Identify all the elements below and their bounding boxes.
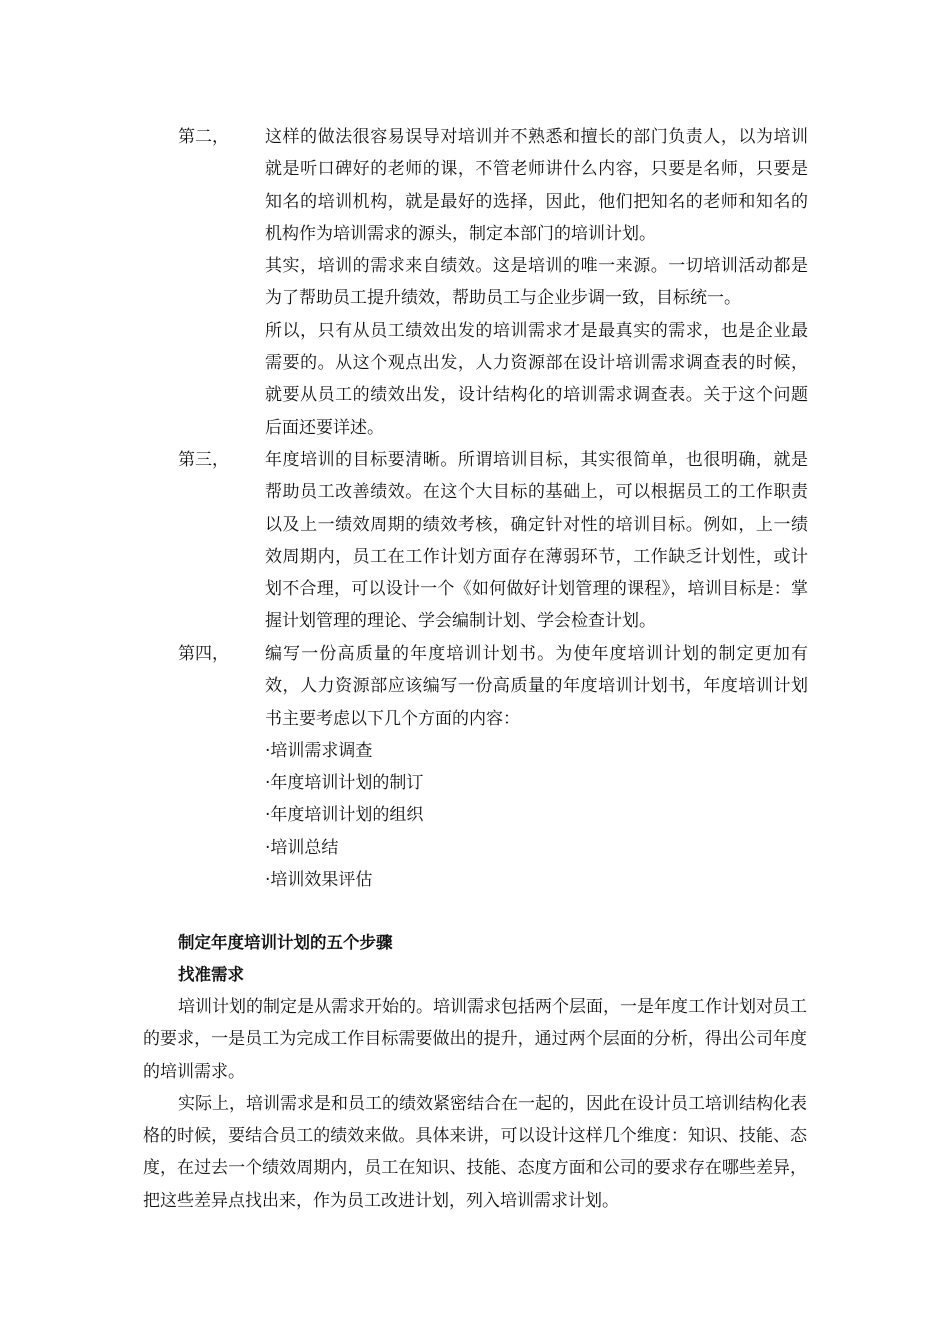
paragraph: 编写一份高质量的年度培训计划书。为使年度培训计划的制定更加有效，人力资源部应该编写一份高质量的年度培训计划书，年度培训计划书主要考虑以下几个方面的内容： xyxy=(265,644,808,729)
point-second xyxy=(178,121,808,444)
paragraph: 其实，培训的需求来自绩效。这是培训的唯一来源。一切培训活动都是为了帮助员工提升绩效，帮助员工与企业步调一致，目标统一。 xyxy=(265,256,808,309)
subsection-title: 找准需求 xyxy=(178,965,244,984)
list-item: ·年度培训计划的制订 xyxy=(265,773,424,794)
list-item: ·年度培训计划的组织 xyxy=(265,805,424,826)
list-item: ·培训需求调查 xyxy=(265,740,373,761)
point-body xyxy=(265,444,808,638)
point-label: 第三， xyxy=(178,450,229,470)
point-label: 第二， xyxy=(178,127,229,147)
list-item: ·培训总结 xyxy=(265,837,339,858)
section-body xyxy=(143,991,807,1217)
list-item: ·培训效果评估 xyxy=(265,870,373,891)
paragraph: 这样的做法很容易误导对培训并不熟悉和擅长的部门负责人，以为培训就是听口碑好的老师的课，不管老师讲什么内容，只要是名师，只要是知名的培训机构，就是最好的选择，因此，他们把知名的老师和知名的机构作为培训需求的源头，制定本部门的培训计划。 xyxy=(265,127,808,244)
paragraph: 所以，只有从员工绩效出发的培训需求才是最真实的需求，也是企业最需要的。从这个观点出发，人力资源部在设计培训需求调查表的时候，就要从员工的绩效出发，设计结构化的培训需求调查表。关于这个问题后面还要详述。 xyxy=(265,320,808,438)
point-body xyxy=(265,121,808,444)
paragraph: 年度培训的目标要清晰。所谓培训目标，其实很简单，也很明确，就是帮助员工改善绩效。在这个大目标的基础上，可以根据员工的工作职责以及上一绩效周期的绩效考核，确定针对性的培训目标。例如，上一绩效周期内，员工在工作计划方面存在薄弱环节，工作缺乏计划性，或计划不合理，可以设计一个《如何做好计划管理的课程》，培训目标是：掌握计划管理的理论、学会编制计划、学会检查计划。 xyxy=(265,450,808,632)
point-fourth xyxy=(178,638,808,896)
point-label: 第四， xyxy=(178,644,229,664)
paragraph: 培训计划的制定是从需求开始的。培训需求包括两个层面，一是年度工作计划对员工的要求，一是员工为完成工作目标需要做出的提升，通过两个层面的分析，得出公司年度的培训需求。 xyxy=(143,997,807,1082)
point-third xyxy=(178,444,808,638)
bullet-list xyxy=(265,735,808,896)
section-title: 制定年度培训计划的五个步骤 xyxy=(178,933,393,952)
paragraph: 实际上，培训需求是和员工的绩效紧密结合在一起的，因此在设计员工培训结构化表格的时候，要结合员工的绩效来做。具体来讲，可以设计这样几个维度：知识、技能、态度，在过去一个绩效周期内，员工在知识、技能、态度方面和公司的要求存在哪些差异，把这些差异点找出来，作为员工改进计划，列入培训需求计划。 xyxy=(143,1093,807,1211)
point-body xyxy=(265,638,808,896)
